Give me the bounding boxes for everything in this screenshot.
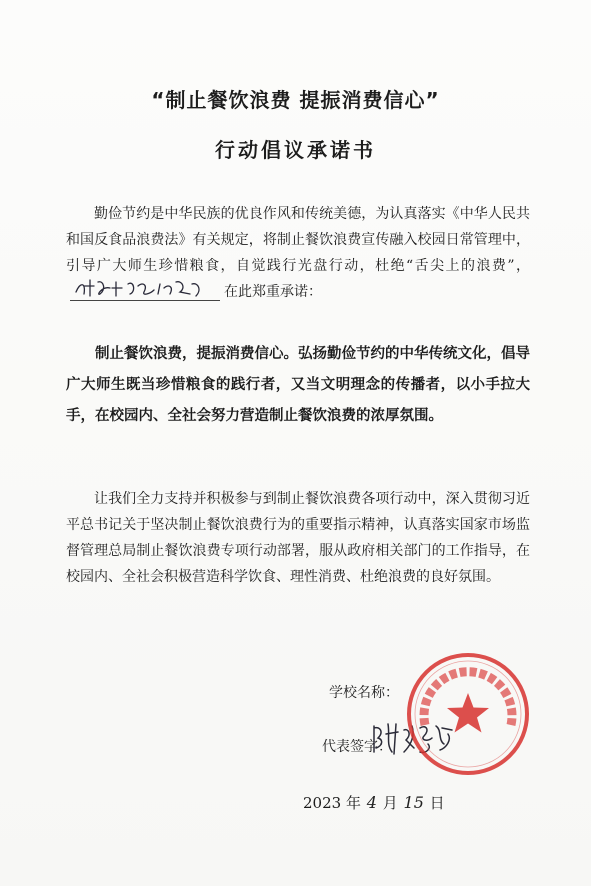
handwritten-school-name xyxy=(72,276,212,300)
paragraph-call-to-action: 让我们全力支持并积极参与到制止餐饮浪费各项行动中，深入贯彻习近平总书记关于坚决制止餐饮浪费行为的重要指示精神，认真落实国家市场监督管理总局制止餐饮浪费专项行动部署，服从政府相关部门的工作指导，在校园内、全社会积极营造科学饮食、理性消费、杜绝浪费的良好氛围。 xyxy=(66,491,530,585)
paragraph-commitment: 制止餐饮浪费，提振消费信心。弘扬勤俭节约的中华传统文化，倡导广大师生既当珍惜粮食的践行者，又当文明理念的传播者，以小手拉大手，在校园内、全社会努力营造制止餐饮浪费的浓厚氛围。 xyxy=(66,346,530,424)
signing-date xyxy=(303,792,445,813)
document-title: “制止餐饮浪费 提振消费信心” xyxy=(151,88,440,112)
school-name-label: 学校名称： xyxy=(329,685,399,701)
date-year-unit: 年 xyxy=(345,794,361,812)
document-subtitle: 行动倡议承诺书 xyxy=(215,138,376,162)
date-year: 2023 xyxy=(303,794,342,812)
date-day: 15 xyxy=(403,793,424,812)
date-day-unit: 日 xyxy=(429,794,445,812)
seal-star-icon xyxy=(447,693,489,733)
paragraph-intro-tail: 在此郑重承诺： xyxy=(224,284,322,300)
representative-signature-label: 代表签字： xyxy=(322,739,392,755)
date-month-unit: 月 xyxy=(382,794,398,812)
date-month: 4 xyxy=(366,793,377,812)
paragraph-intro-text: 勤俭节约是中华民族的优良作风和传统美德，为认真落实《中华人民共和国反食品浪费法》有关规定，将制止餐饮浪费宣传融入校园日常管理中，引导广大师生珍惜粮食，自觉践行光盘行动，杜绝“舌尖上的浪费”， xyxy=(66,206,530,274)
official-seal xyxy=(405,651,531,777)
paragraph-intro xyxy=(66,201,530,305)
handwritten-school-field xyxy=(70,282,220,301)
